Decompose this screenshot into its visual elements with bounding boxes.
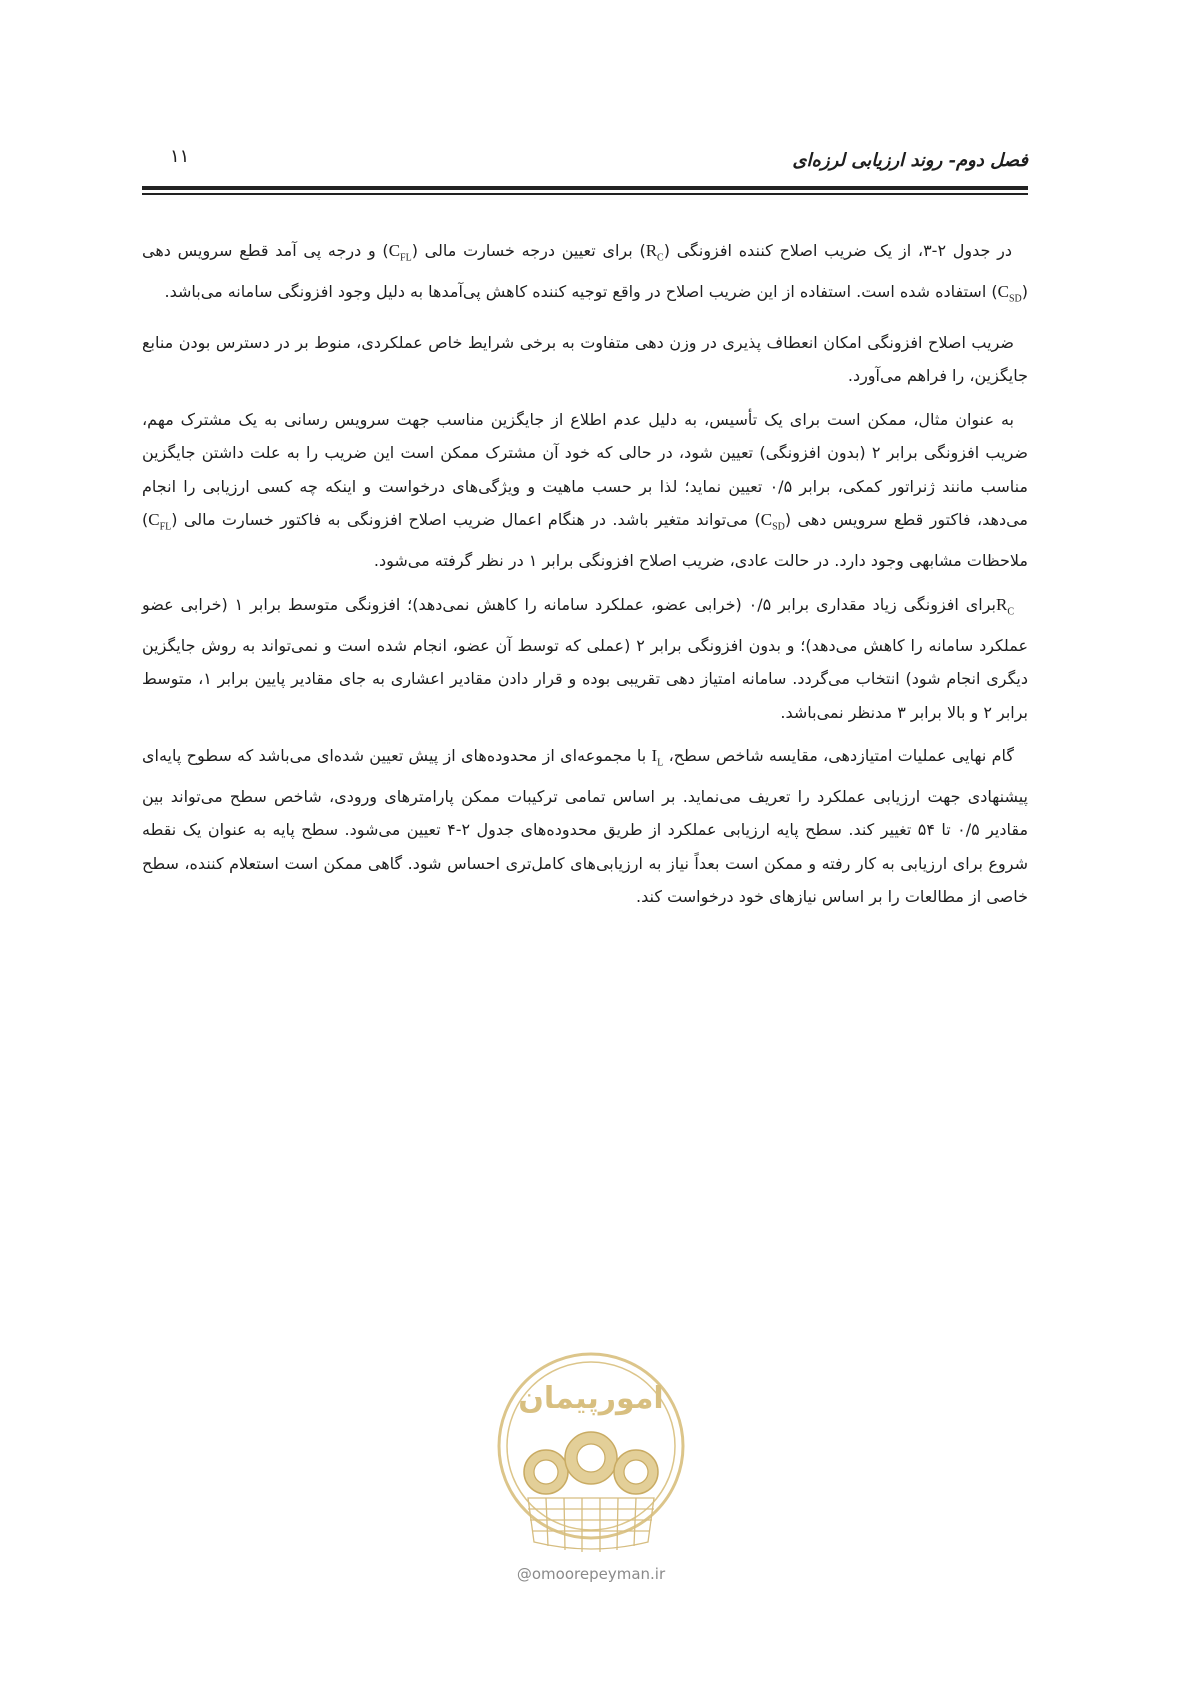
text-span: ) برای تعیین درجه خسارت مالی (	[411, 241, 646, 260]
symbol-csd: $C_{SD}$	[997, 281, 1022, 305]
text-span: ) استفاده شده است. استفاده از این ضریب اصلاح در واقع توجیه کننده کاهش پی‌آمدها به دلیل وجود افزونگی سامانه می‌باشد.	[164, 281, 998, 301]
paragraph-1	[142, 234, 1028, 316]
body-text	[142, 234, 1028, 924]
symbol-il: $I_L$	[651, 746, 664, 769]
page-header	[142, 142, 1028, 182]
text-span: ) ملاحظات مشابهی وجود دارد. در حالت عادی، ضریب اصلاح افزونگی برابر ۱ در نظر گرفته می‌شود.	[142, 510, 1028, 571]
watermark-logo	[488, 1346, 694, 1561]
symbol-rc: $R_C$	[645, 241, 664, 264]
watermark-url: @omoorepeyman.ir	[516, 1565, 666, 1583]
symbol-cfl: $C_{FL}$	[148, 510, 172, 533]
text-span: ) و درجه پی آمد قطع سرویس دهی (	[142, 241, 1028, 301]
text-span: ) می‌تواند متغیر باشد. در هنگام اعمال ضریب اصلاح افزونگی به فاکتور خسارت مالی (	[171, 510, 761, 530]
text-span: برای افزونگی زیاد مقداری برابر ۰/۵ (خرابی عضو، عملکرد سامانه را کاهش نمی‌دهد)؛ افزونگی متوسط برابر ۱ (خرابی عضو عملکرد سامانه را کاهش می‌دهد)؛ و بدون افزونگی برابر ۲ (عملی که توسط آن عضو، انجام شده است و نمی‌تواند به روش جایگزین دیگری انجام شود) انتخاب می‌گردد. سامانه امتیاز دهی تقریبی بوده و قرار دادن مقادیر اعشاری به جای مقادیر پایین برابر ۱، متوسط برابر ۲ و بالا برابر ۳ مدنظر نمی‌باشد.	[142, 594, 1029, 722]
paragraph-5	[142, 739, 1028, 914]
omoorepeyman-logo-icon	[488, 1346, 694, 1561]
chapter-title: فصل دوم- روند ارزیابی لرزه‌ای	[792, 150, 1028, 171]
text-span: گام نهایی عملیات امتیازدهی، مقایسه شاخص سطح،	[663, 746, 1015, 766]
paragraph-4	[142, 588, 1028, 729]
paragraph-2	[142, 326, 1028, 393]
paragraph-3	[142, 403, 1028, 578]
header-rule-thin	[142, 193, 1028, 195]
symbol-rc: $R_C$	[995, 594, 1014, 618]
text-span: در جدول ۲-۳، از یک ضریب اصلاح کننده افزونگی (	[663, 241, 1013, 260]
logo-text: امورپیمان	[518, 1381, 664, 1416]
header-rule-thick	[142, 186, 1028, 190]
text-span: به عنوان مثال، ممکن است برای یک تأسیس، به دلیل عدم اطلاع از جایگزین مناسب جهت سرویس رسانی به یک مشترک مهم، ضریب افزونگی برابر ۲ (بدون افزونگی) تعیین شود، در حالی که خود آن مشترک ممکن است این ضریب را به علت داشتن جایگزین مناسب مانند ژنراتور کمکی، برابر ۰/۵ تعیین نماید؛ لذا بر حسب ماهیت و ویژگی‌های درخواست و اینکه چه کسی ارزیابی را انجام می‌دهد، فاکتور قطع سرویس دهی (	[142, 409, 1028, 530]
symbol-csd: $C_{SD}$	[760, 510, 785, 533]
page-number: ۱۱	[170, 146, 190, 167]
text-span: ضریب اصلاح افزونگی امکان انعطاف پذیری در وزن دهی متفاوت به برخی شرایط خاص عملکردی، منوط بر در دسترس بودن منابع جایگزین، را فراهم می‌آورد.	[142, 332, 1028, 386]
text-span: با مجموعه‌ای از محدوده‌های از پیش تعیین شده‌ای می‌باشد که سطوح پایه‌ای پیشنهادی جهت ارزیابی عملکرد را تعریف می‌نماید. بر اساس تمامی ترکیبات ممکن پارامترهای ورودی، شاخص سطح می‌تواند بین مقادیر ۰/۵ تا ۵۴ تغییر کند. سطح پایه ارزیابی عملکرد از طریق محدوده‌های جدول ۲-۴ تعیین می‌شود. سطح پایه به عنوان یک نقطه شروع برای ارزیابی به کار رفته و ممکن است بعداً نیاز به ارزیابی‌های کامل‌تری احساس شود. گاهی ممکن است استعلام کننده، سطح خاصی از مطالعات را بر اساس نیازهای خود درخواست کند.	[142, 746, 1029, 907]
symbol-cfl: $C_{FL}$	[388, 241, 412, 264]
